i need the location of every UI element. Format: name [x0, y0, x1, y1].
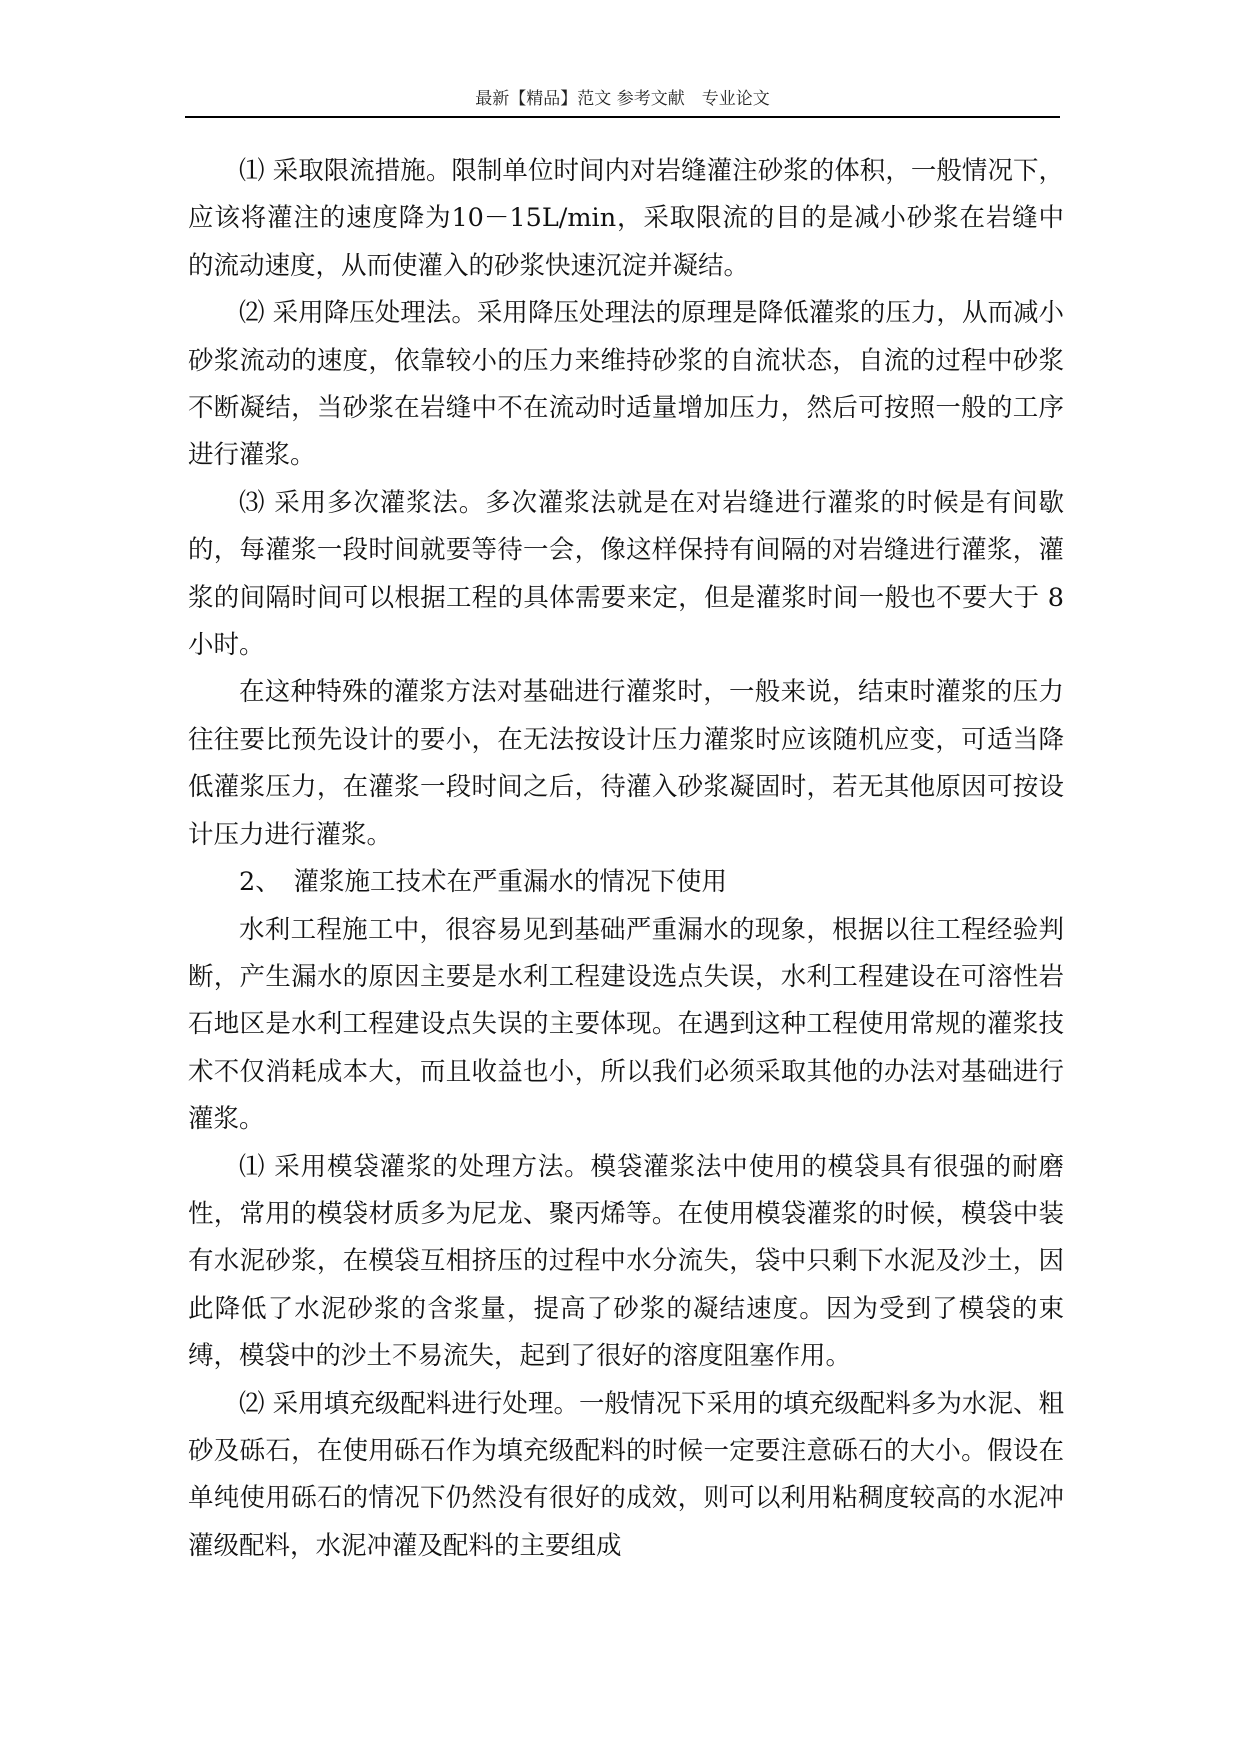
paragraph-multiple-grouting: ⑶ 采用多次灌浆法。多次灌浆法就是在对岩缝进行灌浆的时候是有间歇的，每灌浆一段时间就要等待一会，像这样保持有间隔的对岩缝进行灌浆，灌浆的间隔时间可以根据工程的具体需要来定，但是灌浆时间一般也不要大于 8 小时。 — [188, 487, 1064, 661]
paragraph-flow-limiting: ⑴ 采取限流措施。限制单位时间内对岩缝灌注砂浆的体积，一般情况下，应该将灌注的速度降为10－15L/min，采取限流的目的是减小砂浆在岩缝中的流动速度，从而使灌入的砂浆快速沉淀并凝结。 — [188, 156, 1064, 281]
header-text: 最新【精品】范文 参考文献 专业论文 — [475, 89, 770, 109]
paragraph-special-grouting-note: 在这种特殊的灌浆方法对基础进行灌浆时，一般来说，结束时灌浆的压力往往要比预先设计的要小，在无法按设计压力灌浆时应该随机应变，可适当降低灌浆压力，在灌浆一段时间之后，待灌入砂浆凝固时，若无其他原因可按设计压力进行灌浆。 — [188, 677, 1064, 850]
paragraph-graded-filling: ⑵ 采用填充级配料进行处理。一般情况下采用的填充级配料多为水泥、粗砂及砾石，在使用砾石作为填充级配料的时候一定要注意砾石的大小。假设在单纯使用砾石的情况下仍然没有很好的成效，则可以利用粘稠度较高的水泥冲灌级配料，水泥冲灌及配料的主要组成 — [188, 1388, 1064, 1561]
document-body — [188, 148, 1064, 1570]
page-header — [185, 82, 1060, 118]
paragraph-pressure-reduction: ⑵ 采用降压处理法。采用降压处理法的原理是降低灌浆的压力，从而减小砂浆流动的速度，依靠较小的压力来维持砂浆的自流状态，自流的过程中砂浆不断凝结，当砂浆在岩缝中不在流动时适量增加压力，然后可按照一般的工序进行灌浆。 — [188, 298, 1064, 471]
paragraph-mold-bag-grouting: ⑴ 采用模袋灌浆的处理方法。模袋灌浆法中使用的模袋具有很强的耐磨性，常用的模袋材质多为尼龙、聚丙烯等。在使用模袋灌浆的时候，模袋中装有水泥砂浆，在模袋互相挤压的过程中水分流失，袋中只剩下水泥及沙土，因此降低了水泥砂浆的含浆量，提高了砂浆的凝结速度。因为受到了模袋的束缚，模袋中的沙土不易流失，起到了很好的溶度阻塞作用。 — [188, 1151, 1064, 1372]
section-heading: 2、 灌浆施工技术在严重漏水的情况下使用 — [239, 867, 727, 898]
paragraph-severe-leakage: 水利工程施工中，很容易见到基础严重漏水的现象，根据以往工程经验判断，产生漏水的原因主要是水利工程建设选点失误，水利工程建设在可溶性岩石地区是水利工程建设点失误的主要体现。在遇到这种工程使用常规的灌浆技术不仅消耗成本大，而且收益也小，所以我们必须采取其他的办法对基础进行灌浆。 — [188, 914, 1064, 1135]
